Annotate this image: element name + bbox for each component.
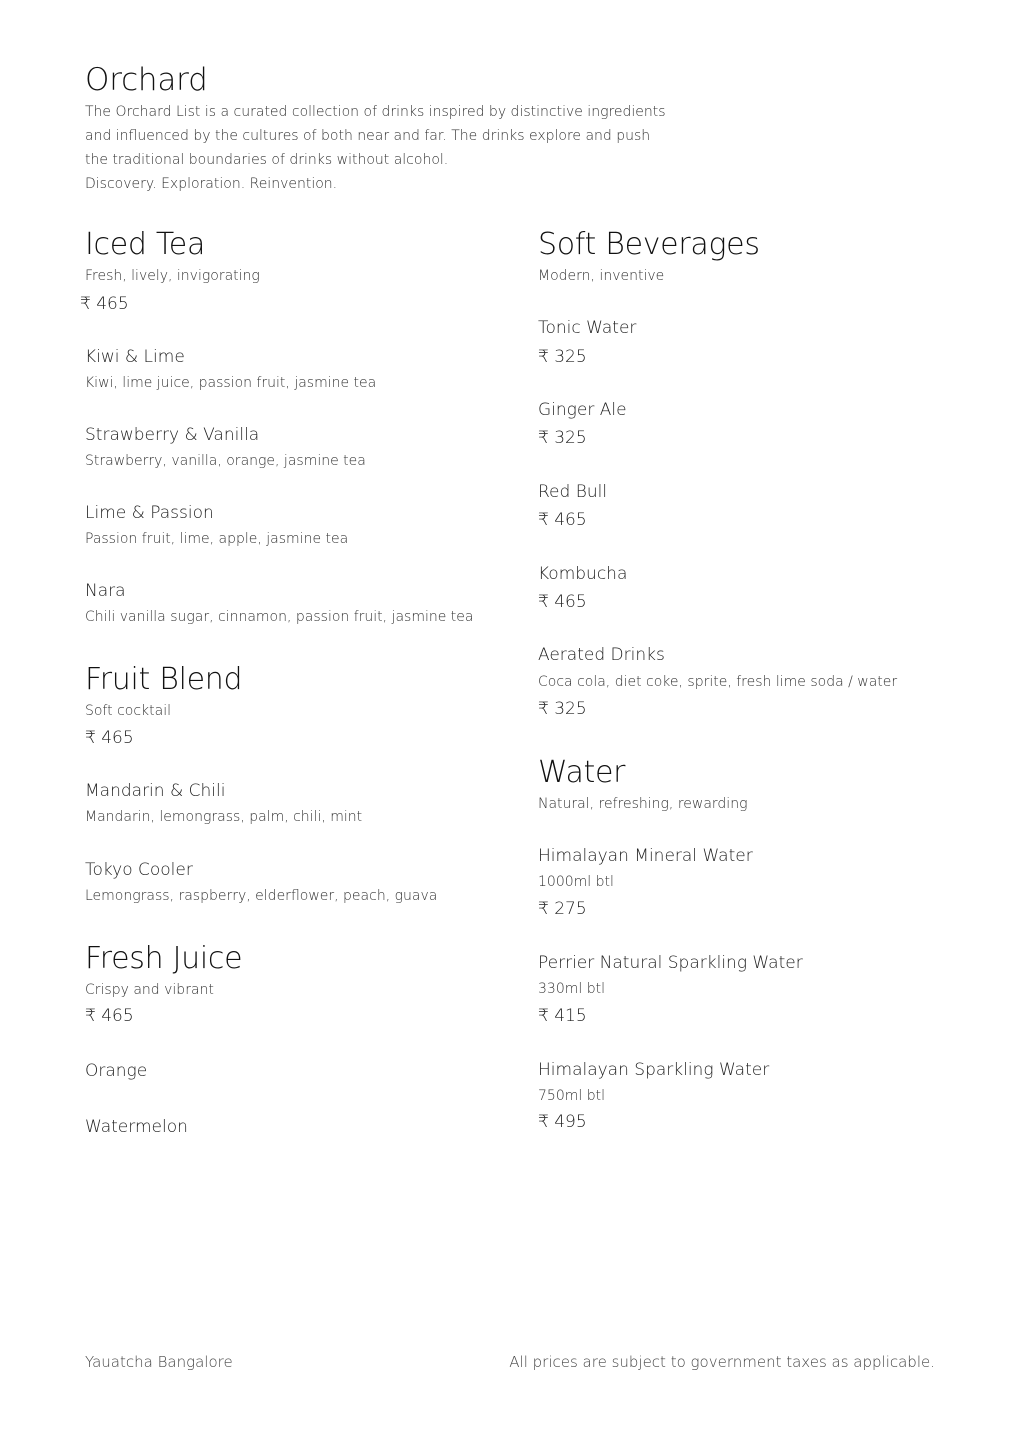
menu-item-name: Lime & Passion — [85, 503, 214, 523]
menu-item-name: Ginger Ale — [538, 400, 627, 420]
section-tagline: Fresh, lively, invigorating — [85, 268, 260, 284]
menu-item-name: Orange — [85, 1061, 148, 1081]
menu-item-name: Strawberry & Vanilla — [85, 425, 260, 445]
menu-item-desc: Mandarin, lemongrass, palm, chili, mint — [85, 809, 363, 825]
menu-item-price: ₹ 495 — [538, 1112, 587, 1132]
menu-item-price: ₹ 275 — [538, 899, 587, 919]
menu-item-name: Himalayan Sparkling Water — [538, 1060, 770, 1080]
menu-item-price: ₹ 325 — [538, 699, 587, 719]
section-tagline: Modern, inventive — [538, 268, 665, 284]
menu-item-desc: Lemongrass, raspberry, elderflower, peach, guava — [85, 888, 438, 904]
menu-item-name: Mandarin & Chili — [85, 781, 226, 801]
menu-item-name: Kiwi & Lime — [85, 347, 185, 367]
intro-text — [85, 100, 685, 196]
section-title-soft-beverages: Soft Beverages — [538, 227, 760, 262]
section-title-fruit-blend: Fruit Blend — [85, 662, 243, 697]
section-tagline: Crispy and vibrant — [85, 982, 214, 998]
menu-item-name: Tokyo Cooler — [85, 860, 193, 880]
section-title-iced-tea: Iced Tea — [85, 227, 206, 262]
section-title-fresh-juice: Fresh Juice — [85, 941, 243, 976]
menu-item-desc: 1000ml btl — [538, 874, 614, 890]
footer-venue: Yauatcha Bangalore — [85, 1353, 233, 1371]
section-title-water: Water — [538, 755, 626, 790]
intro-line: Discovery. Exploration. Reinvention. — [85, 176, 338, 192]
page-title: Orchard — [85, 62, 208, 98]
intro-line: the traditional boundaries of drinks without alcohol. — [85, 152, 449, 168]
menu-item-price: ₹ 415 — [538, 1006, 587, 1026]
section-price: ₹ 465 — [85, 1006, 134, 1026]
section-tagline: Natural, refreshing, rewarding — [538, 796, 748, 812]
menu-item-name: Kombucha — [538, 564, 628, 584]
menu-item-price: ₹ 465 — [538, 592, 587, 612]
menu-item-name: Watermelon — [85, 1117, 188, 1137]
section-price: ₹ 465 — [85, 728, 134, 748]
section-price: ₹ 465 — [80, 294, 129, 314]
menu-item-price: ₹ 325 — [538, 347, 587, 367]
intro-line: The Orchard List is a curated collection of drinks inspired by distinctive ingredients — [85, 104, 666, 120]
menu-item-desc: Coca cola, diet coke, sprite, fresh lime soda / water — [538, 674, 898, 690]
menu-item-desc: Chili vanilla sugar, cinnamon, passion fruit, jasmine tea — [85, 609, 474, 625]
menu-item-name: Himalayan Mineral Water — [538, 846, 753, 866]
menu-item-desc: Passion fruit, lime, apple, jasmine tea — [85, 531, 349, 547]
menu-item-price: ₹ 465 — [538, 510, 587, 530]
section-tagline: Soft cocktail — [85, 703, 171, 719]
menu-item-name: Perrier Natural Sparkling Water — [538, 953, 803, 973]
menu-item-name: Red Bull — [538, 482, 608, 502]
menu-item-name: Aerated Drinks — [538, 645, 665, 665]
menu-item-desc: 750ml btl — [538, 1088, 605, 1104]
intro-line: and influenced by the cultures of both near and far. The drinks explore and push — [85, 128, 651, 144]
menu-item-name: Nara — [85, 581, 126, 601]
menu-item-desc: 330ml btl — [538, 981, 605, 997]
menu-item-desc: Kiwi, lime juice, passion fruit, jasmine tea — [85, 375, 377, 391]
menu-item-name: Tonic Water — [538, 318, 637, 338]
menu-item-desc: Strawberry, vanilla, orange, jasmine tea — [85, 453, 366, 469]
footer-tax-note: All prices are subject to government taxes as applicable. — [509, 1353, 935, 1371]
menu-item-price: ₹ 325 — [538, 428, 587, 448]
